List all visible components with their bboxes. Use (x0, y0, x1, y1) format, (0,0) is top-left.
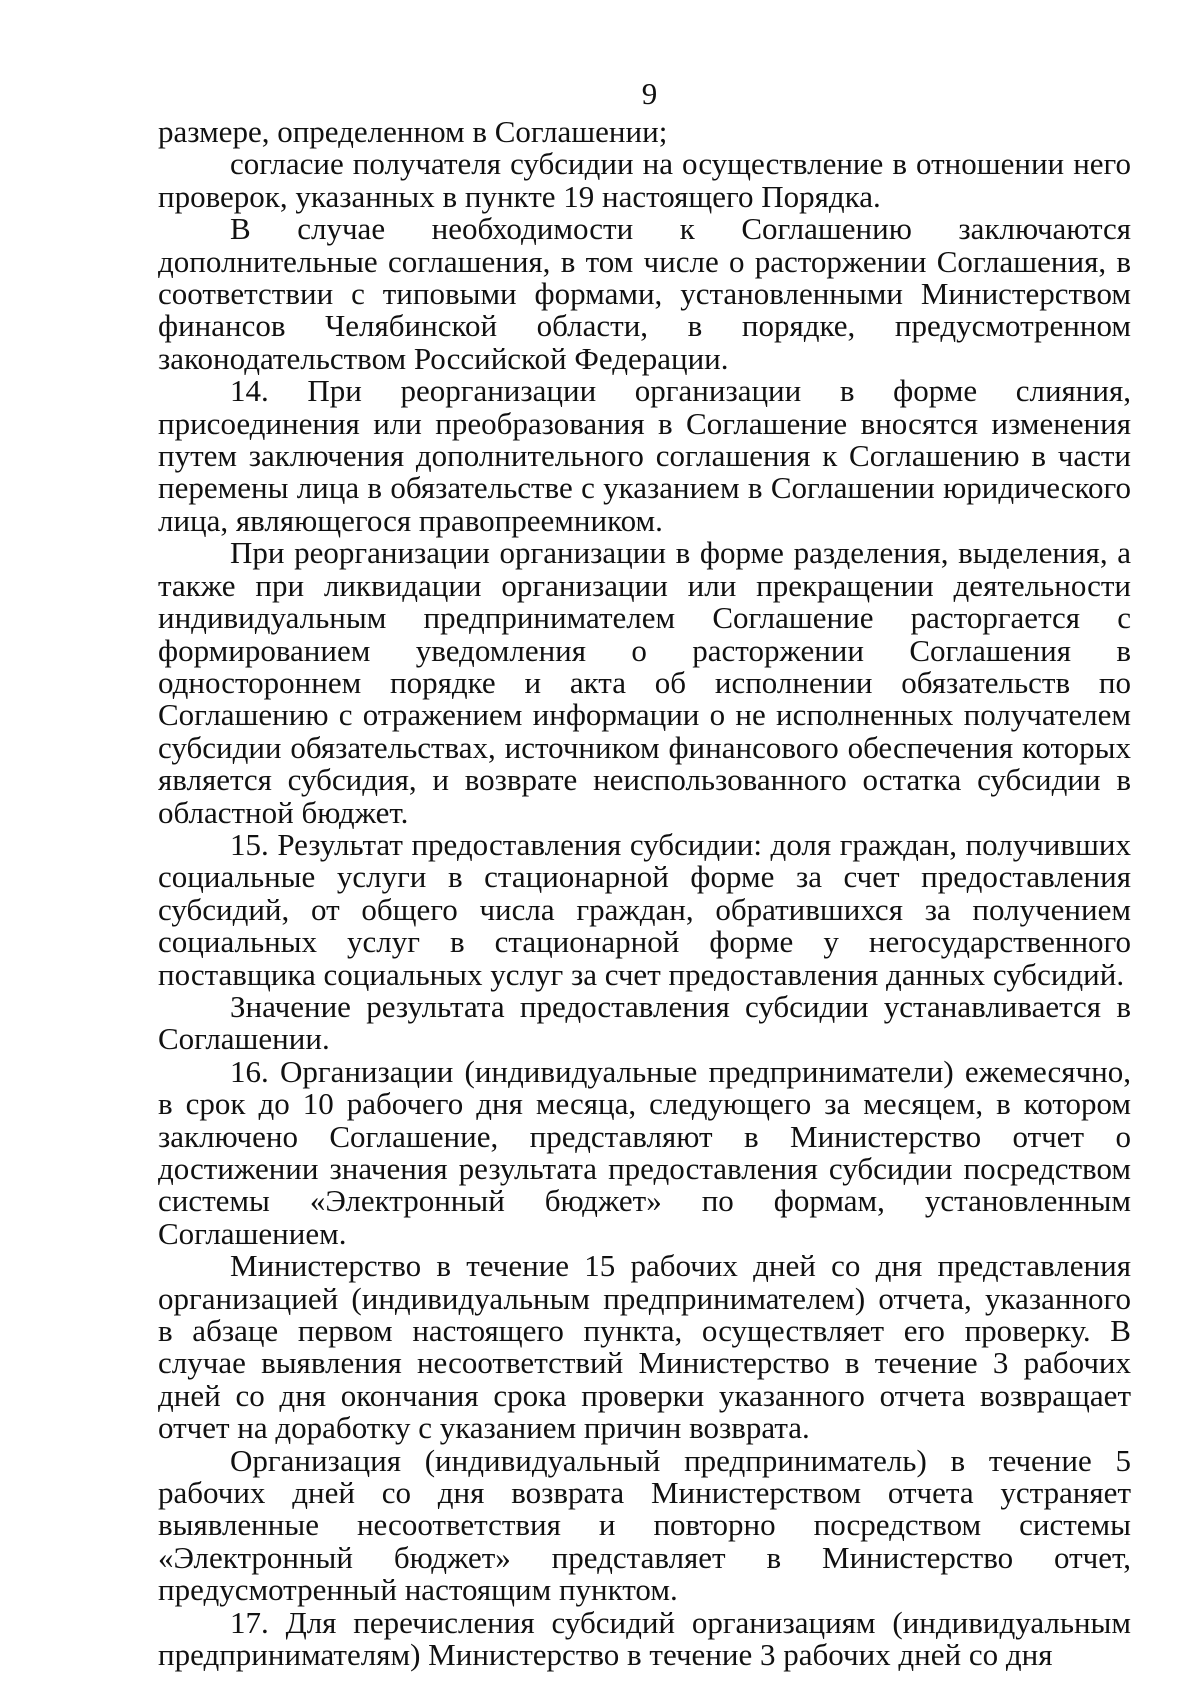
paragraph: согласие получателя субсидии на осуществление в отношении него проверок, указанных в пункте 19 настоящего Порядка. (158, 146, 1131, 214)
page-number: 9 (641, 76, 658, 111)
paragraph: Министерство в течение 15 рабочих дней со дня представления организацией (индивидуальным предпринимателем) отчета, указанного в абзаце первом настоящего пункта, осуществляет его проверку. В случае выявления несоответствий Министерство в течение 3 рабочих дней со дня окончания срока проверки указанного отчета возвращает отчет на доработку с указанием причин возврата. (158, 1248, 1131, 1446)
paragraph-item-14: 14. При реорганизации организации в форме слияния, присоединения или преобразования в Соглашение вносятся изменения путем заключения дополнительного соглашения к Соглашению в части перемены лица в обязательстве с указанием в Соглашении юридического лица, являющегося правопреемником. (158, 373, 1131, 538)
paragraph-item-17: 17. Для перечисления субсидий организациям (индивидуальным предпринимателям) Министерство в течение 3 рабочих дней со дня (158, 1604, 1131, 1673)
paragraph: В случае необходимости к Соглашению заключаются дополнительные соглашения, в том числе о расторжении Соглашения, в соответствии с типовыми формами, установленными Министерством финансов Челябинской области, в порядке, предусмотренном законодательством Российской Федерации. (158, 211, 1131, 376)
paragraph: Значение результата предоставления субсидии устанавливается в Соглашении. (158, 988, 1131, 1057)
paragraph-item-15: 15. Результат предоставления субсидии: доля граждан, получивших социальные услуги в стационарной форме за счет предоставления субсидий, от общего числа граждан, обратившихся за получением социальных услуг в стационарной форме у негосударственного поставщика социальных услуг за счет предоставления данных субсидий. (158, 826, 1131, 992)
paragraph: Организация (индивидуальный предприниматель) в течение 5 рабочих дней со дня возврата Министерством отчета устраняет выявленные несоответствия и повторно посредством системы «Электронный бюджет» представляет в Министерство отчет, предусмотренный настоящим пунктом. (158, 1442, 1131, 1608)
document-body (158, 116, 1131, 1672)
paragraph: При реорганизации организации в форме разделения, выделения, а также при ликвидации организации или прекращении деятельности индивидуальным предпринимателем Соглашение расторгается с формированием уведомления о расторжении Соглашения в одностороннем порядке и акта об исполнении обязательств по Соглашению с отражением информации о не исполненных получателем субсидии обязательствах, источником финансового обеспечения которых является субсидия, и возврате неиспользованного остатка субсидии в областной бюджет. (158, 535, 1131, 830)
paragraph: размере, определенном в Соглашении; (158, 114, 668, 149)
document-page (158, 76, 1131, 1672)
paragraph-item-16: 16. Организации (индивидуальные предприниматели) ежемесячно, в срок до 10 рабочего дня месяца, следующего за месяцем, в котором заключено Соглашение, представляют в Министерство отчет о достижении значения результата предоставления субсидии посредством системы «Электронный бюджет» по формам, установленным Соглашением. (158, 1053, 1131, 1251)
